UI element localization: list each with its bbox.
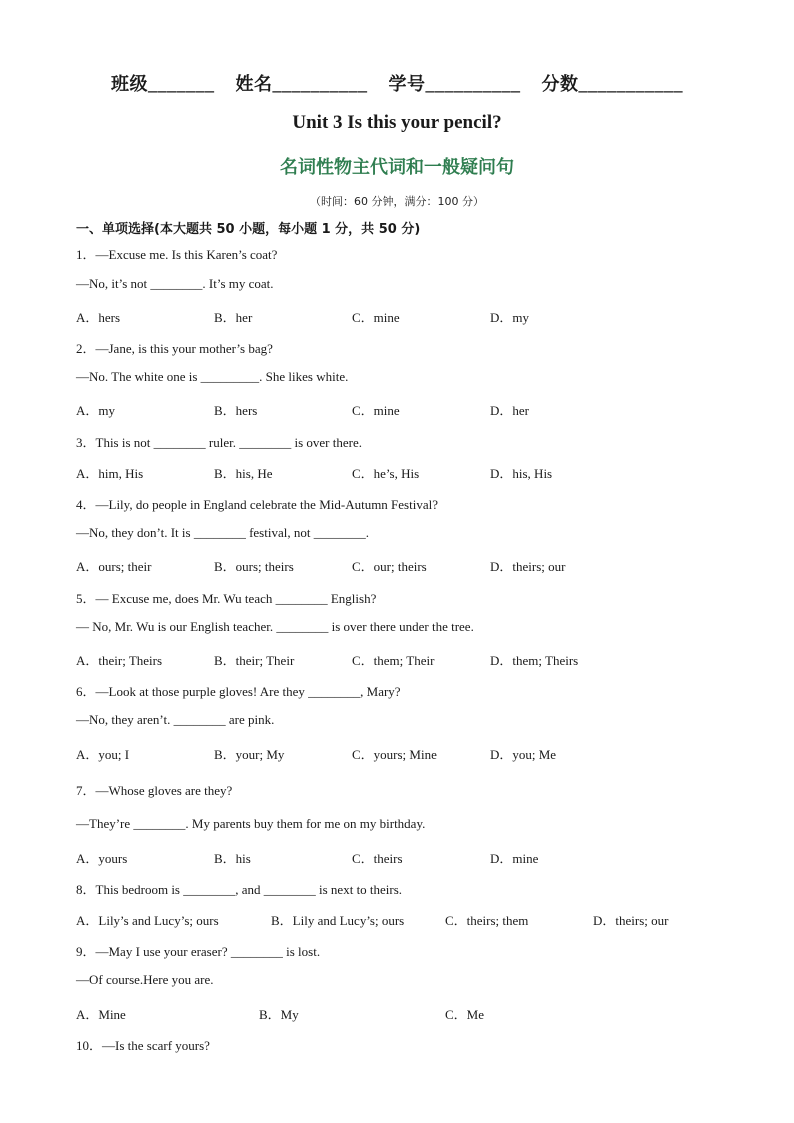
option-b[interactable]: B．My — [259, 1007, 299, 1022]
question-line: —No, it’s not ________. It’s my coat. — [76, 276, 274, 291]
question-line: 4．—Lily, do people in England celebrate the Mid-Autumn Festival? — [76, 497, 438, 512]
class-field: 班级_______ — [111, 74, 215, 94]
option-a[interactable]: A．Lily’s and Lucy’s; ours — [76, 913, 219, 928]
question-line: 9．—May I use your eraser? ________ is lost. — [76, 944, 321, 959]
option-d[interactable]: D．you; Me — [490, 747, 557, 762]
question-line: —No. The white one is _________. She likes white. — [76, 369, 349, 384]
option-d[interactable]: D．theirs; our — [593, 913, 669, 928]
option-a[interactable]: A．my — [76, 403, 116, 418]
option-b[interactable]: B．their; Their — [214, 653, 295, 668]
option-c[interactable]: C．yours; Mine — [352, 747, 437, 762]
question-line: —They’re ________. My parents buy them for me on my birthday. — [76, 816, 426, 831]
question-line: 10．—Is the scarf yours? — [76, 1038, 210, 1053]
question-line: —No, they aren’t. ________ are pink. — [76, 712, 275, 727]
question-line: 2．—Jane, is this your mother’s bag? — [76, 341, 273, 356]
option-c[interactable]: C．Me — [445, 1007, 485, 1022]
exam-meta: （时间：60 分钟，满分：100 分） — [310, 195, 484, 208]
question-line: — No, Mr. Wu is our English teacher. ________ is over there under the tree. — [76, 619, 474, 634]
option-c[interactable]: C．our; theirs — [352, 559, 427, 574]
option-a[interactable]: A．yours — [76, 851, 128, 866]
option-d[interactable]: D．his, His — [490, 466, 553, 481]
question-line: —No, they don’t. It is ________ festival, not ________. — [76, 525, 369, 540]
section-heading: 一、单项选择(本大题共 50 小题，每小题 1 分，共 50 分) — [76, 222, 421, 237]
option-a[interactable]: A．him, His — [76, 466, 144, 481]
option-b[interactable]: B．his, He — [214, 466, 273, 481]
option-c[interactable]: C．mine — [352, 310, 400, 325]
option-d[interactable]: D．my — [490, 310, 530, 325]
option-d[interactable]: D．her — [490, 403, 529, 418]
question-line: —Of course.Here you are. — [76, 972, 214, 987]
option-c[interactable]: C．he’s, His — [352, 466, 420, 481]
option-c[interactable]: C．theirs; them — [445, 913, 529, 928]
option-c[interactable]: C．theirs — [352, 851, 403, 866]
option-b[interactable]: B．Lily and Lucy’s; ours — [271, 913, 405, 928]
option-c[interactable]: C．them; Their — [352, 653, 435, 668]
option-d[interactable]: D．mine — [490, 851, 539, 866]
option-b[interactable]: B．your; My — [214, 747, 285, 762]
option-d[interactable]: D．theirs; our — [490, 559, 566, 574]
option-b[interactable]: B．hers — [214, 403, 258, 418]
option-c[interactable]: C．mine — [352, 403, 400, 418]
question-line: 7．—Whose gloves are they? — [76, 783, 233, 798]
option-d[interactable]: D．them; Theirs — [490, 653, 579, 668]
option-b[interactable]: B．her — [214, 310, 253, 325]
topic-subtitle: 名词性物主代词和一般疑问句 — [280, 157, 514, 178]
option-a[interactable]: A．Mine — [76, 1007, 126, 1022]
question-line: 1．—Excuse me. Is this Karen’s coat? — [76, 247, 278, 262]
student-info-line — [0, 70, 794, 96]
unit-title: Unit 3 Is this your pencil? — [292, 112, 502, 133]
option-b[interactable]: B．ours; theirs — [214, 559, 294, 574]
option-a[interactable]: A．their; Theirs — [76, 653, 163, 668]
question-line: 6．—Look at those purple gloves! Are they ________, Mary? — [76, 684, 401, 699]
option-a[interactable]: A．ours; their — [76, 559, 152, 574]
question-line: 5．— Excuse me, does Mr. Wu teach ________ English? — [76, 591, 377, 606]
question-line: 8．This bedroom is ________, and ________ is next to theirs. — [76, 882, 403, 897]
option-a[interactable]: A．hers — [76, 310, 121, 325]
option-b[interactable]: B．his — [214, 851, 251, 866]
option-a[interactable]: A．you; I — [76, 747, 130, 762]
name-field: 姓名__________ — [235, 74, 368, 94]
score-field: 分数___________ — [541, 74, 683, 94]
question-line: 3．This is not ________ ruler. ________ is over there. — [76, 435, 362, 450]
student-number-field: 学号__________ — [388, 74, 521, 94]
